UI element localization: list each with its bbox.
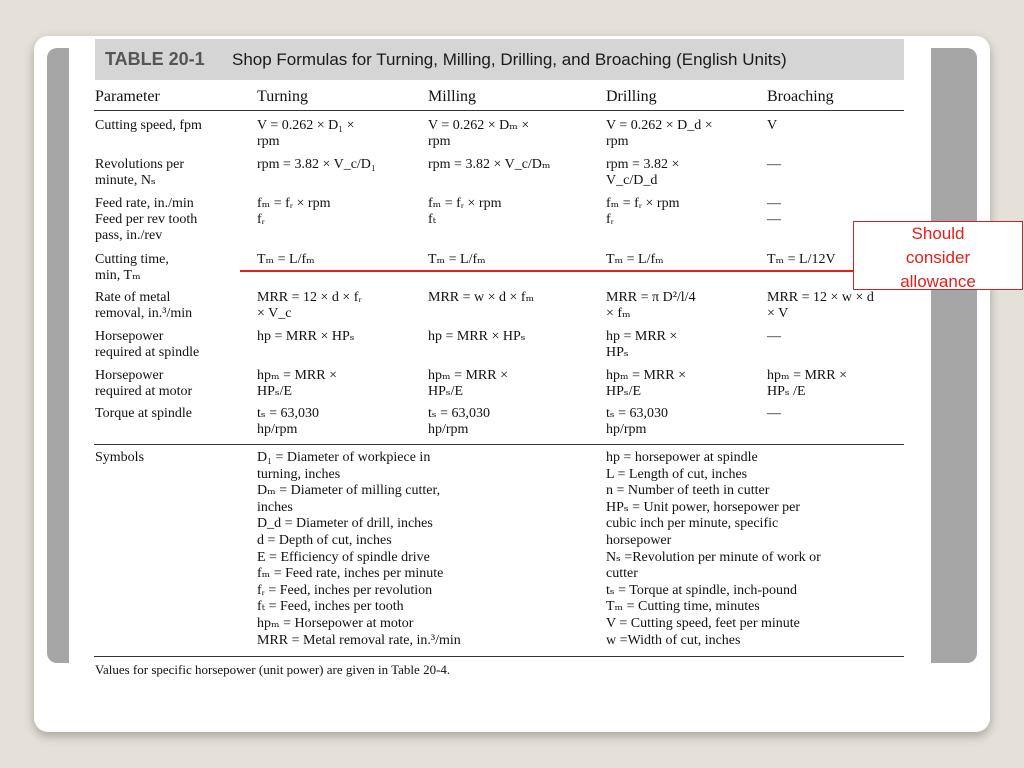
table-cell-drilling: rpm	[606, 134, 629, 149]
symbols-left-column	[257, 450, 461, 649]
table-cell-param: Rate of metal	[95, 290, 171, 305]
table-cell-param: Horsepower	[95, 368, 164, 383]
annotation-line: consider	[905, 248, 971, 267]
symbol-definition: L = Length of cut, inches	[606, 466, 748, 482]
table-number: TABLE 20-1	[105, 49, 205, 69]
table-cell-drilling: hp = MRR ×	[606, 329, 678, 344]
table-cell-broaching: V	[767, 118, 778, 133]
table-cell-drilling: V_c/D_d	[606, 173, 658, 188]
table-cell-param: Feed per rev tooth	[95, 212, 198, 227]
table-cell-turning: tₛ = 63,030	[257, 406, 320, 421]
symbol-definition: D₁ = Diameter of workpiece in	[257, 450, 431, 465]
symbol-definition: inches	[257, 499, 293, 515]
table-cell-drilling: HPₛ/E	[606, 384, 642, 399]
table-cell-param: required at motor	[95, 384, 193, 399]
table-cell-turning: rpm	[257, 134, 280, 149]
table-cell-turning: hp = MRR × HPₛ	[257, 329, 355, 344]
table-cell-drilling: hpₘ = MRR ×	[606, 368, 687, 383]
symbol-definition: E = Efficiency of spindle drive	[257, 549, 430, 565]
table-title: Shop Formulas for Turning, Milling, Drilling, and Broaching (English Units)	[232, 49, 787, 69]
table-cell-broaching: HPₛ /E	[767, 384, 806, 399]
table-cell-drilling: MRR = π D²/l/4	[606, 290, 696, 305]
table-cell-turning: fᵣ	[257, 212, 265, 227]
symbol-definition: fₘ = Feed rate, inches per minute	[257, 566, 444, 582]
table-cell-param: Cutting speed, fpm	[95, 118, 202, 133]
table-cell-turning: V = 0.262 × D₁ ×	[257, 118, 355, 133]
table-cell-drilling: fᵣ	[606, 212, 614, 227]
table-cell-milling: hp/rpm	[428, 422, 469, 437]
table-cell-param: Horsepower	[95, 329, 164, 344]
table-cell-param: removal, in.³/min	[95, 306, 193, 321]
red-underline-annotation	[240, 270, 854, 272]
table-cell-drilling: hp/rpm	[606, 422, 647, 437]
table-cell-param: pass, in./rev	[95, 228, 163, 243]
symbol-definition: cutter	[606, 566, 638, 582]
table-cell-param: Feed rate, in./min	[95, 196, 194, 211]
table-cell-broaching: hpₘ = MRR ×	[767, 368, 848, 383]
annotation-callout	[853, 221, 1023, 290]
symbols-divider	[94, 444, 904, 445]
annotation-line: allowance	[900, 272, 976, 291]
table-cell-broaching: × V	[767, 306, 789, 321]
table-cell-milling: V = 0.262 × Dₘ ×	[428, 118, 530, 133]
table-cell-milling: Tₘ = L/fₘ	[428, 252, 486, 267]
symbol-definition: Tₘ = Cutting time, minutes	[606, 599, 760, 615]
table-cell-drilling: V = 0.262 × D_d ×	[606, 118, 713, 133]
symbol-definition: cubic inch per minute, specific	[606, 516, 779, 532]
table-cell-turning: rpm = 3.82 × V_c/D₁	[257, 157, 376, 172]
table-cell-milling: rpm = 3.82 × V_c/Dₘ	[428, 157, 551, 172]
table-cell-drilling: Tₘ = L/fₘ	[606, 252, 664, 267]
symbol-definition: D_d = Diameter of drill, inches	[257, 516, 433, 532]
table-cell-drilling: fₘ = fᵣ × rpm	[606, 196, 680, 211]
symbol-definition: d = Depth of cut, inches	[257, 532, 392, 548]
table-cell-param: Cutting time,	[95, 252, 169, 267]
column-header-milling: Milling	[428, 88, 477, 105]
table-cell-drilling: tₛ = 63,030	[606, 406, 669, 421]
table-cell-milling: HPₛ/E	[428, 384, 464, 399]
table-cell-milling: fₜ	[428, 212, 437, 227]
symbol-definition: fₜ = Feed, inches per tooth	[257, 599, 404, 615]
symbol-definition: Dₘ = Diameter of milling cutter,	[257, 483, 441, 499]
table-cell-milling: rpm	[428, 134, 451, 149]
table-cell-turning: Tₘ = L/fₘ	[257, 252, 315, 267]
table-cell-broaching: —	[767, 196, 781, 211]
symbol-definition: HPₛ = Unit power, horsepower per	[606, 499, 801, 515]
symbol-definition: hp = horsepower at spindle	[606, 450, 758, 465]
table-cell-drilling: rpm = 3.82 ×	[606, 157, 680, 172]
symbol-definition: Nₛ =Revolution per minute of work or	[606, 549, 821, 565]
table-cell-milling: MRR = w × d × fₘ	[428, 290, 535, 305]
annotation-line: Should	[911, 224, 965, 243]
table-cell-param: Torque at spindle	[95, 406, 192, 421]
table-cell-broaching: —	[767, 212, 781, 227]
table-cell-milling: hp = MRR × HPₛ	[428, 329, 526, 344]
table-cell-milling: hpₘ = MRR ×	[428, 368, 509, 383]
table-cell-turning: hp/rpm	[257, 422, 298, 437]
symbol-definition: fᵣ = Feed, inches per revolution	[257, 582, 433, 598]
table-cell-broaching: —	[767, 406, 781, 421]
symbol-definition: hpₘ = Horsepower at motor	[257, 615, 414, 631]
symbol-definition: V = Cutting speed, feet per minute	[606, 615, 800, 631]
symbol-definition: MRR = Metal removal rate, in.³/min	[257, 632, 461, 648]
table-cell-milling: fₘ = fᵣ × rpm	[428, 196, 502, 211]
column-header-drilling: Drilling	[606, 88, 657, 105]
table-cell-param: minute, Nₛ	[95, 173, 156, 188]
table-cell-turning: fₘ = fᵣ × rpm	[257, 196, 331, 211]
table-cell-broaching: MRR = 12 × w × d	[767, 290, 874, 305]
table-cell-param: Revolutions per	[95, 157, 185, 172]
column-header-turning: Turning	[257, 88, 308, 105]
symbol-definition: w =Width of cut, inches	[606, 632, 741, 648]
symbol-definition: turning, inches	[257, 466, 341, 482]
table-cell-param: required at spindle	[95, 345, 200, 360]
table-footnote: Values for specific horsepower (unit power) are given in Table 20-4.	[95, 662, 451, 677]
table-cell-drilling: HPₛ	[606, 345, 629, 360]
symbols-label: Symbols	[95, 450, 145, 465]
table-cell-broaching: —	[767, 157, 781, 172]
footer-rule	[94, 656, 904, 657]
table-cell-turning: hpₘ = MRR ×	[257, 368, 338, 383]
table-cell-turning: × V_c	[257, 306, 292, 321]
symbol-definition: n = Number of teeth in cutter	[606, 483, 770, 499]
symbol-definition: horsepower	[606, 532, 672, 548]
header-rule	[94, 110, 904, 111]
table-cell-broaching: —	[767, 329, 781, 344]
table-cell-milling: tₛ = 63,030	[428, 406, 491, 421]
table-cell-turning: MRR = 12 × d × fᵣ	[257, 290, 362, 305]
table-cell-param: min, Tₘ	[95, 268, 141, 283]
table-header	[95, 39, 904, 80]
table-cell-broaching: Tₘ = L/12V	[767, 252, 836, 267]
symbols-right-column	[606, 450, 821, 649]
column-header-broaching: Broaching	[767, 88, 834, 105]
symbol-definition: tₛ = Torque at spindle, inch-pound	[606, 582, 798, 598]
column-header-parameter: Parameter	[95, 88, 160, 105]
table-cell-drilling: × fₘ	[606, 306, 631, 321]
table-cell-turning: HPₛ/E	[257, 384, 293, 399]
